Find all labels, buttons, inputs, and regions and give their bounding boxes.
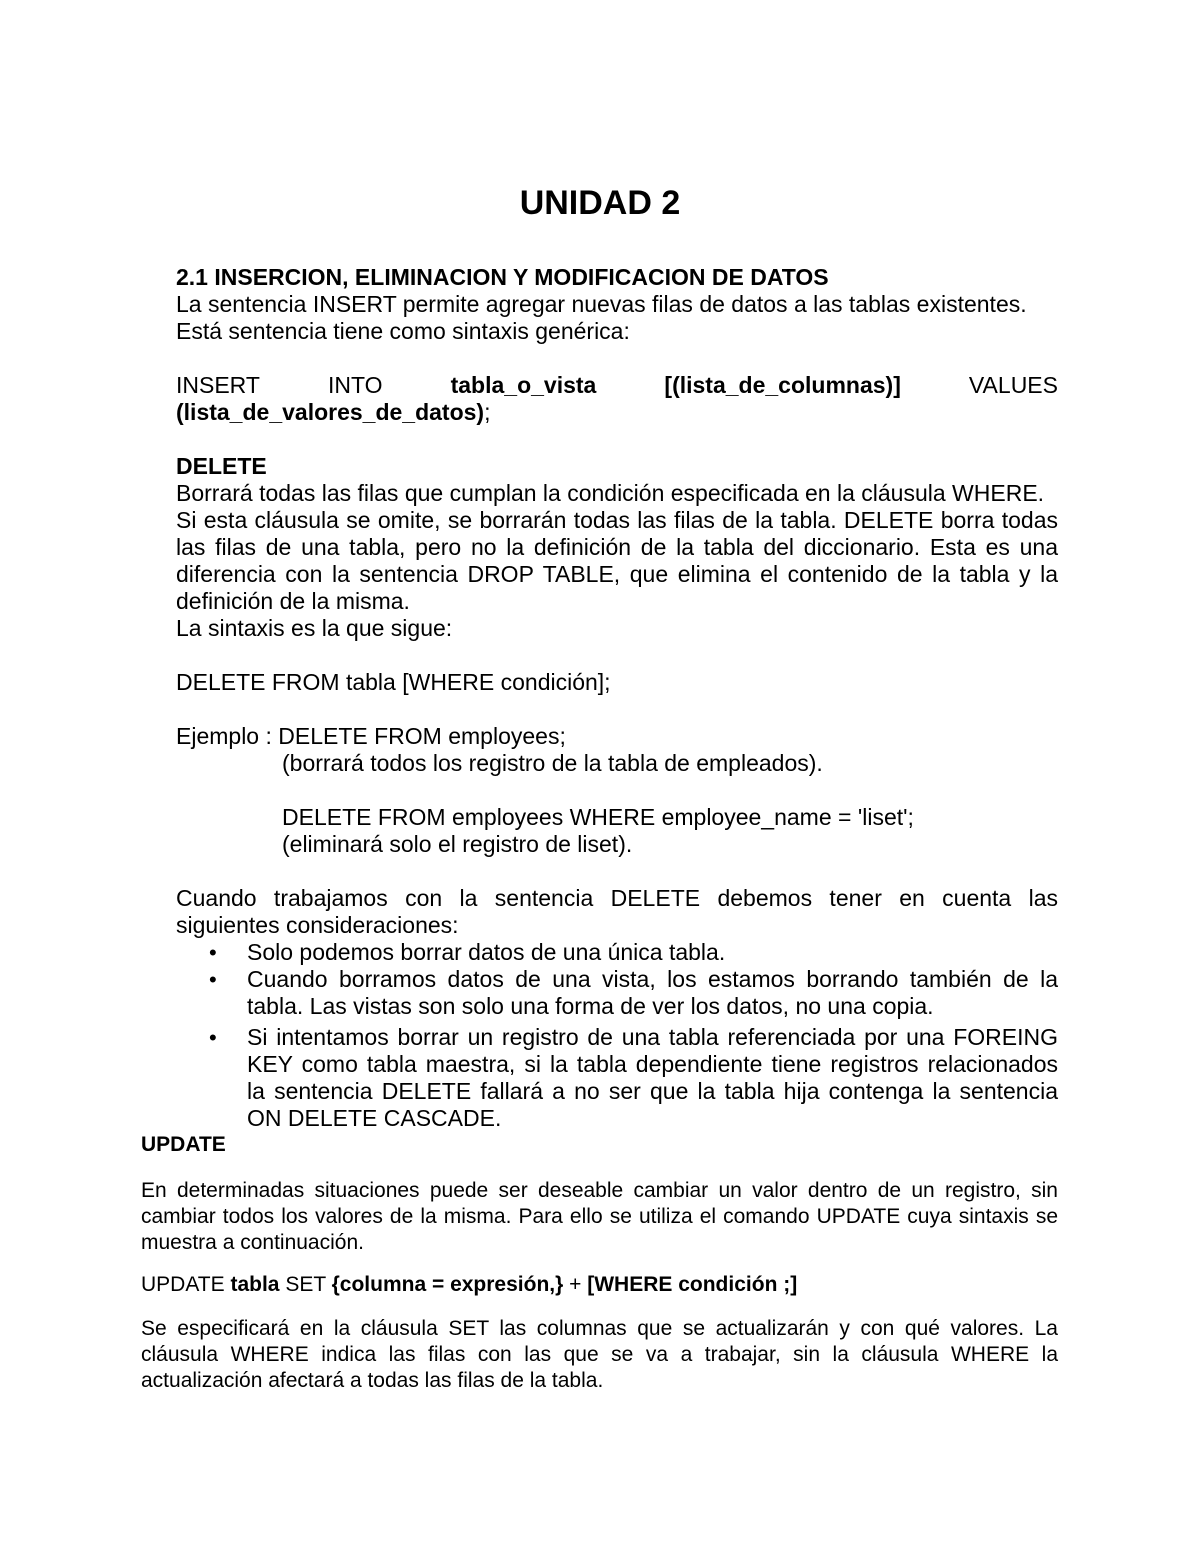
values-keyword: VALUES [968, 372, 1058, 398]
insert-syntax-line2 [176, 399, 490, 426]
bullet3-line1: Si intentamos borrar un registro de una tabla referenciada por una FOREING [247, 1024, 1058, 1050]
delete-text-line4: diferencia con la sentencia DROP TABLE, que elimina el contenido de la tabla y la [176, 561, 1058, 587]
insert-values-param: (lista_de_valores_de_datos) [176, 399, 485, 425]
update-p1-line3: muestra a continuación. [141, 1231, 364, 1254]
update-table-param: tabla [230, 1273, 280, 1296]
insert-syntax-line1 [176, 372, 1058, 399]
bullet3-line3: la sentencia DELETE fallará a no ser que la tabla hija contenga la sentencia [247, 1078, 1058, 1104]
considerations-line2: siguientes consideraciones: [176, 912, 459, 938]
insert-table-param: tabla_o_vista [450, 372, 597, 398]
update-keyword: UPDATE [141, 1273, 231, 1296]
update-syntax [141, 1272, 797, 1298]
delete-text-line1 [176, 480, 1058, 507]
bullet3-line2: KEY como tabla maestra, si la tabla dependiente tiene registros relacionados [247, 1051, 1058, 1077]
update-plus: + [563, 1273, 588, 1296]
insert-syntax-end: ; [484, 399, 491, 425]
update-p2-line1: Se especificará en la cláusula SET las columnas que se actualizarán y con qué valores. La [141, 1317, 1058, 1340]
update-heading: UPDATE [141, 1133, 226, 1156]
set-keyword: SET [279, 1273, 332, 1296]
delete-text-line1-content: Borrará todas las filas que cumplan la condición especificada en la cláusula WHERE. [176, 480, 1045, 506]
section-heading-insercion: 2.1 INSERCION, ELIMINACION Y MODIFICACION DE DATOS [176, 264, 829, 290]
insert-paragraph-line2: Está sentencia tiene como sintaxis genérica: [176, 318, 630, 344]
insert-paragraph-line1: La sentencia INSERT permite agregar nuevas filas de datos a las tablas existentes. [176, 291, 1027, 317]
into-keyword: INTO [328, 372, 383, 398]
bullet1-line1: Solo podemos borrar datos de una única tabla. [247, 939, 726, 965]
update-set-param: {columna = expresión,} [331, 1273, 564, 1296]
update-p1-line2: cambiar todos los valores de la misma. Para ello se utiliza el comando UPDATE cuya sintaxis se [141, 1205, 1058, 1228]
update-where-param: [WHERE condición ;] [587, 1273, 798, 1296]
bullet-icon: • [209, 940, 217, 965]
considerations-line1: Cuando trabajamos con la sentencia DELETE debemos tener en cuenta las [176, 885, 1058, 911]
update-p2-line3: actualización afectará a todas las filas de la tabla. [141, 1369, 604, 1392]
example1-note: (borrará todos los registro de la tabla de empleados). [282, 750, 823, 776]
example-label: Ejemplo : [176, 723, 279, 749]
page-title: UNIDAD 2 [519, 184, 681, 222]
delete-syntax-intro: La sintaxis es la que sigue: [176, 615, 453, 641]
delete-text-line2: Si esta cláusula se omite, se borrarán todas las filas de la tabla. DELETE borra todas [176, 507, 1058, 533]
insert-columns-param: [(lista_de_columnas)] [664, 372, 901, 398]
update-p2-line2: cláusula WHERE indica las filas con las que se va a trabajar, sin la cláusula WHERE la [141, 1343, 1058, 1366]
example-line1 [176, 723, 566, 750]
bullet2-line1: Cuando borramos datos de una vista, los estamos borrando también de la [247, 966, 1058, 992]
example2-note: (eliminará solo el registro de liset). [282, 831, 633, 857]
update-p1-line1: En determinadas situaciones puede ser deseable cambiar un valor dentro de un registro, sin [141, 1179, 1058, 1202]
example2-code: DELETE FROM employees WHERE employee_name = 'liset'; [282, 804, 914, 830]
bullet-icon: • [209, 1025, 217, 1050]
bullet3-line4: ON DELETE CASCADE. [247, 1105, 502, 1131]
delete-syntax: DELETE FROM tabla [WHERE condición]; [176, 669, 611, 695]
example1-code: DELETE FROM employees; [278, 723, 566, 749]
delete-heading: DELETE [176, 453, 267, 479]
bullet2-line2: tabla. Las vistas son solo una forma de ver los datos, no una copia. [247, 993, 934, 1019]
insert-keyword: INSERT [176, 372, 260, 398]
bullet-icon: • [209, 967, 217, 992]
delete-text-line3: las filas de una tabla, pero no la definición de la tabla del diccionario. Esta es una [176, 534, 1058, 560]
delete-text-line5: definición de la misma. [176, 588, 410, 614]
